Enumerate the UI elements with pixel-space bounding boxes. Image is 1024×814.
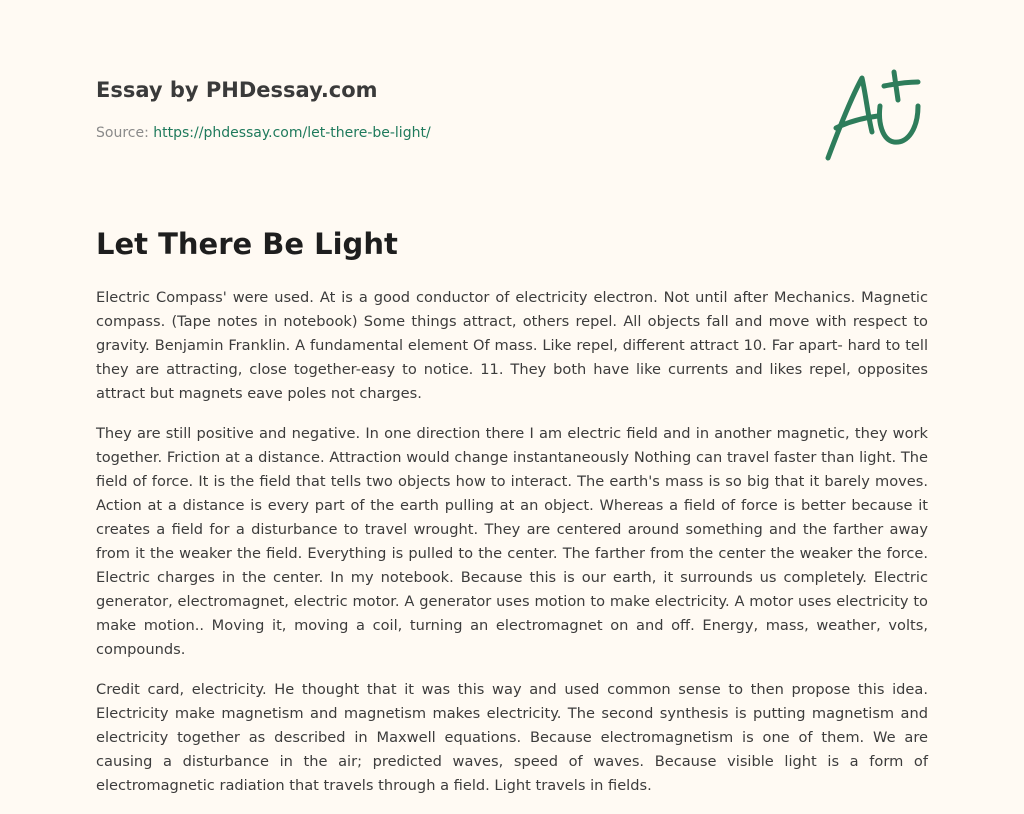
source-line: [96, 124, 796, 142]
paragraph: They are still positive and negative. In one direction there I am electric field and in another magnetic, they work together. Friction at a distance. Attraction would change instantaneously Nothing can travel faster than light. The field of force. It is the field that tells two objects how to interact. The earth's mass is so big that it barely moves. Action at a distance is every part of the earth pulling at an object. Whereas a field of force is better because it creates a field for a disturbance to travel wrought. They are centered around something and the farther away from it the weaker the field. Everything is pulled to the center. The farther from the center the weaker the force. Electric charges in the center. In my notebook. Because this is our earth, it surrounds us completely. Electric generator, electromagnet, electric motor. A generator uses motion to make electricity. A motor uses electricity to make motion.. Moving it, moving a coil, turning an electromagnet on and off. Energy, mass, weather, volts, compounds.: [96, 425, 928, 658]
source-link[interactable]: https://phdessay.com/let-there-be-light/: [153, 125, 431, 141]
source-label: Source:: [96, 125, 149, 141]
essay-header: [96, 76, 796, 142]
paragraph: Credit card, electricity. He thought that it was this way and used common sense to then propose this idea. Electricity make magnetism and magnetism makes electricity. The second synthesis is putting magnetism and electricity together as described in Maxwell equations. Because electromagnetism is one of them. We are causing a disturbance in the air; predicted waves, speed of waves. Because visible light is a form of electromagnetic radiation that travels through a field. Light travels in fields.: [96, 681, 928, 794]
site-title: Essay by PHDessay.com: [96, 78, 378, 102]
article-title: Let There Be Light: [96, 227, 398, 261]
article-body: [96, 286, 928, 814]
paragraph: Electric Compass' were used. At is a good conductor of electricity electron. Not until after Mechanics. Magnetic compass. (Tape notes in notebook) Some things attract, others repel. All objects fall and move with respect to gravity. Benjamin Franklin. A fundamental element Of mass. Like repel, different attract 10. Far apart- hard to tell they are attracting, close together-easy to notice. 11. They both have like currents and likes repel, opposites attract but magnets eave poles not charges.: [96, 289, 928, 402]
a-plus-logo-icon: [822, 66, 932, 166]
